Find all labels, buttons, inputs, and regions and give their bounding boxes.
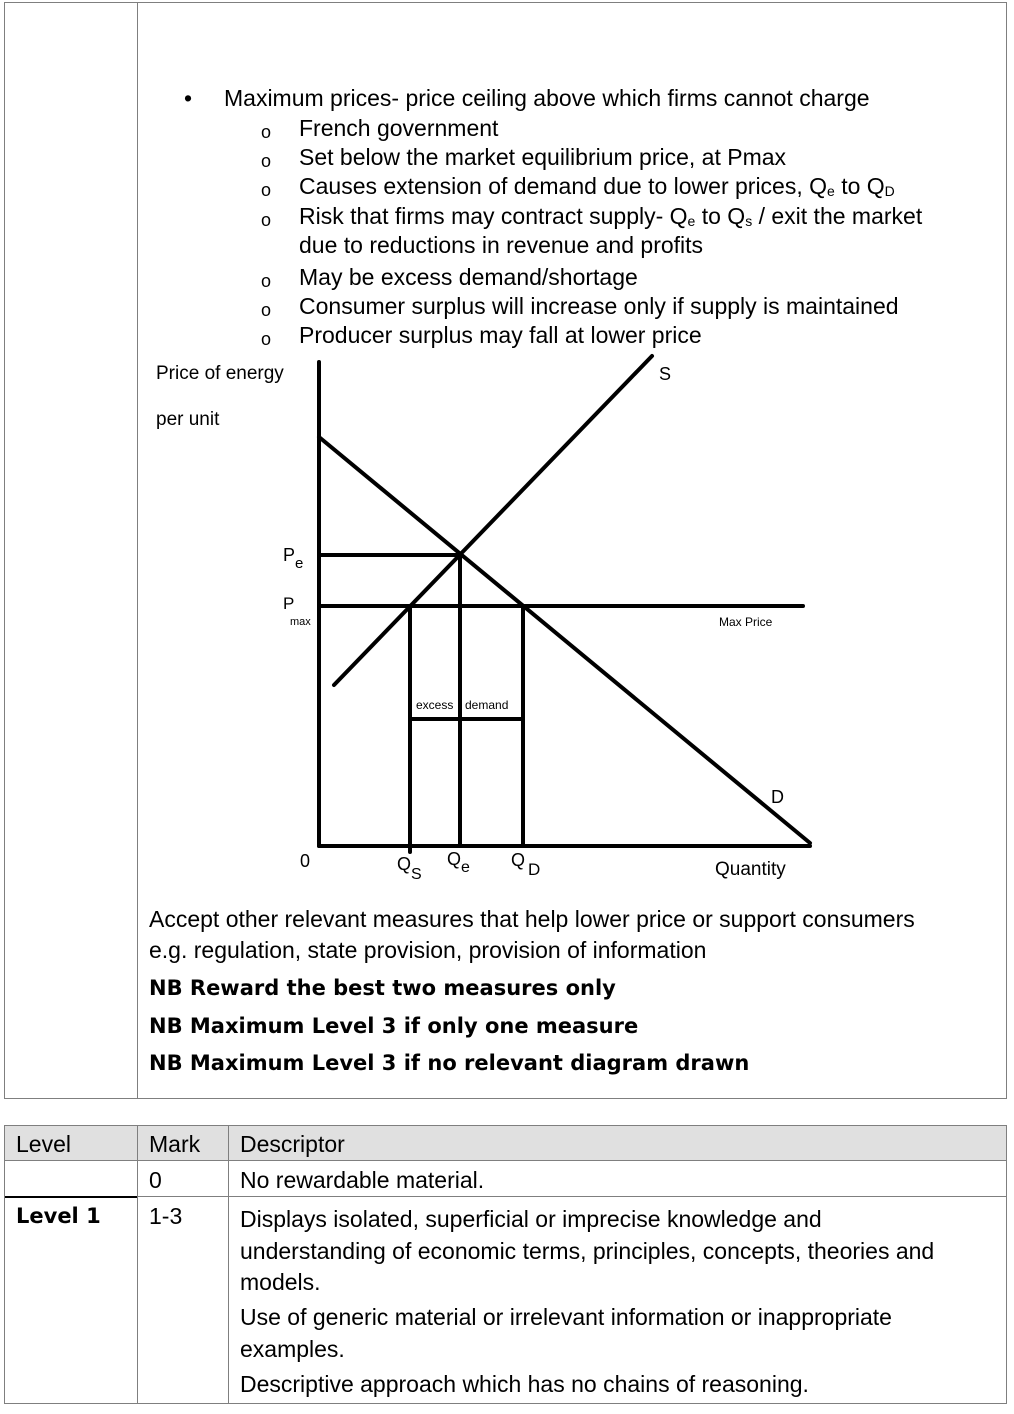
row-level: Level 1: [16, 1204, 101, 1228]
header-mark: Mark: [149, 1131, 201, 1157]
accept-text-1: Accept other relevant measures that help lower price or support consumers: [149, 906, 915, 932]
row-descriptor: models.: [240, 1269, 321, 1295]
supply-curve: [334, 356, 652, 685]
qs-label: QS: [397, 854, 422, 883]
row-descriptor: Descriptive approach which has no chains of reasoning.: [240, 1371, 809, 1397]
row-descriptor: understanding of economic terms, principles, concepts, theories and: [240, 1238, 935, 1264]
nb-note-2: NB Maximum Level 3 if only one measure: [149, 1014, 639, 1038]
sub-bullet-marker: o: [261, 271, 272, 291]
sub-bullet-marker: o: [261, 300, 272, 320]
row-descriptor: No rewardable material.: [240, 1167, 485, 1193]
nb-note-1: NB Reward the best two measures only: [149, 976, 616, 1000]
table-border: [4, 1125, 5, 1404]
table-border: [4, 1196, 137, 1198]
sub-bullet-marker: o: [261, 122, 272, 142]
row-mark: 1-3: [149, 1203, 183, 1229]
sub-bullet-continuation: due to reductions in revenue and profits: [299, 232, 704, 258]
table-border: [4, 1125, 1007, 1126]
table-border: [228, 1125, 229, 1404]
sub-bullet: French government: [299, 115, 499, 141]
bullet-main: Maximum prices- price ceiling above which firms cannot charge: [224, 85, 870, 111]
row-mark: 0: [149, 1167, 162, 1193]
sub-bullet: Causes extension of demand due to lower prices, $Q_e$ to $Q_D$: [299, 173, 895, 199]
sub-bullet: Set below the market equilibrium price, at Pmax: [299, 144, 787, 170]
pmax-label: P max: [283, 594, 311, 628]
sub-bullet-marker: o: [261, 210, 272, 230]
table-border: [137, 1125, 138, 1404]
nb-note-3: NB Maximum Level 3 if no relevant diagram drawn: [149, 1051, 750, 1075]
demand-label: D: [771, 787, 784, 807]
qd-label: Q D: [511, 850, 541, 879]
y-axis-label-1: Price of energy: [156, 363, 284, 384]
accept-text-2: e.g. regulation, state provision, provision of information: [149, 937, 707, 963]
row-descriptor: Use of generic material or irrelevant information or inappropriate: [240, 1304, 892, 1330]
header-level: Level: [16, 1131, 71, 1157]
demand-excess-label: demand: [465, 698, 509, 712]
sub-bullet-marker: o: [261, 329, 272, 349]
qs-sub-label: S: [411, 866, 422, 883]
qe-sub-label: e: [461, 859, 470, 876]
pmax-sub-label: max: [290, 616, 311, 628]
row-descriptor: Displays isolated, superficial or imprecise knowledge and: [240, 1206, 822, 1232]
sub-bullet-marker: o: [261, 180, 272, 200]
bullet-dot: •: [184, 85, 193, 111]
qd-sub-label: D: [528, 860, 541, 879]
demand-curve: [319, 437, 810, 843]
sub-bullet: Consumer surplus will increase only if supply is maintained: [299, 293, 899, 319]
origin-label: 0: [300, 851, 311, 871]
supply-label: S: [659, 364, 672, 384]
table-border: [137, 1196, 1007, 1197]
pe-label: $P_e$: [283, 545, 304, 572]
qe-label: Qe: [447, 849, 470, 876]
max-price-label: Max Price: [719, 615, 773, 629]
sub-bullet: Risk that firms may contract supply- $Q_e$ to $Q_s$ / exit the market: [299, 203, 923, 229]
pe-sub-label: e: [295, 555, 304, 572]
sub-bullet-marker: o: [261, 151, 272, 171]
header-descriptor: Descriptor: [240, 1131, 345, 1157]
excess-label: excess: [416, 698, 454, 712]
y-axis-label-2: per unit: [156, 409, 220, 430]
table-border: [4, 1160, 1007, 1161]
sub-bullet: May be excess demand/shortage: [299, 264, 638, 290]
table-border: [1006, 1125, 1007, 1404]
sub-bullet: Producer surplus may fall at lower price: [299, 322, 702, 348]
table-border: [4, 1403, 1007, 1404]
row-descriptor: examples.: [240, 1336, 345, 1362]
x-axis-label: Quantity: [715, 859, 786, 880]
